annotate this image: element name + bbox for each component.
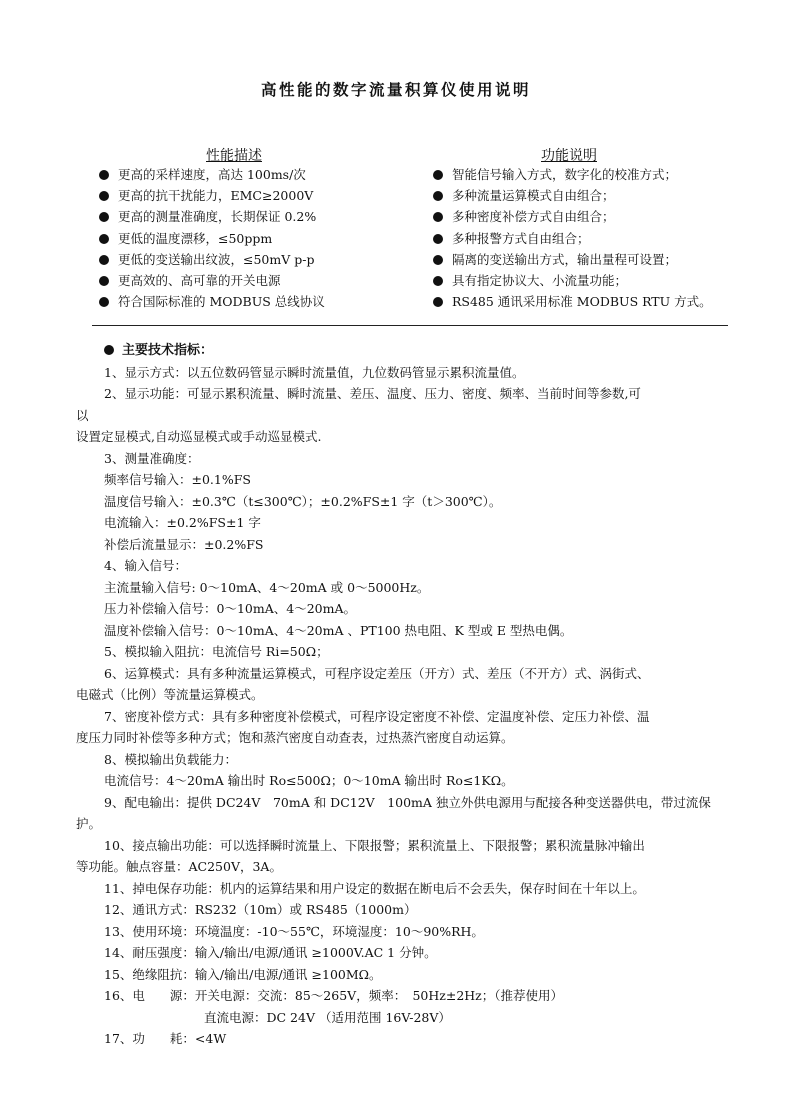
bullet-icon xyxy=(99,212,109,222)
item-text: 多种密度补偿方式自由组合； xyxy=(452,209,615,225)
spec-line: 电流输入：±0.2%FS±1 字 xyxy=(104,515,261,530)
list-item xyxy=(99,270,325,291)
bullet-icon xyxy=(433,297,443,307)
bullet-icon xyxy=(433,276,443,286)
list-item xyxy=(99,249,325,270)
spec-line: 度压力同时补偿等多种方式；饱和蒸汽密度自动查表，过热蒸汽密度自动运算。 xyxy=(76,730,514,745)
specs-heading xyxy=(76,340,726,362)
list-item xyxy=(433,185,712,206)
divider xyxy=(92,325,728,326)
list-item xyxy=(433,228,712,249)
spec-line: 12、通讯方式：RS232（10m）或 RS485（1000m） xyxy=(104,902,417,917)
spec-line: 17、功 耗：<4W xyxy=(104,1031,227,1046)
spec-line: 护。 xyxy=(76,816,102,831)
bullet-icon xyxy=(99,276,109,286)
spec-line: 主流量输入信号: 0～10mA、4～20mA 或 0～5000Hz。 xyxy=(104,579,430,595)
bullet-icon xyxy=(99,234,109,244)
item-text: 隔离的变送输出方式，输出量程可设置； xyxy=(452,251,678,267)
spec-line: 14、耐压强度：输入/输出/电源/通讯 ≥1000V.AC 1 分钟。 xyxy=(104,945,437,960)
bullet-icon xyxy=(433,191,443,201)
spec-line: 以 xyxy=(76,407,89,423)
item-text: 多种报警方式自由组合； xyxy=(452,230,590,246)
bullet-icon xyxy=(99,191,109,201)
spec-line: 2、显示功能：可显示累积流量、瞬时流量、差压、温度、压力、密度、频率、当前时间等参数,可 xyxy=(104,386,641,401)
spec-line: 13、使用环境：环境温度：-10～55℃，环境湿度：10～90%RH。 xyxy=(104,923,484,939)
bullet-icon xyxy=(433,255,443,265)
spec-line: 电流信号：4～20mA 输出时 Ro≤500Ω；0～10mA 输出时 Ro≤1KΩ。 xyxy=(104,773,514,788)
spec-line: 温度信号输入：±0.3℃（t≤300℃）；±0.2%FS±1 字（t＞300℃）。 xyxy=(104,493,502,509)
spec-line: 7、密度补偿方式：具有多种密度补偿模式，可程序设定密度不补偿、定温度补偿、定压力补偿、温 xyxy=(104,708,650,724)
bullet-icon xyxy=(104,345,114,355)
spec-line: 11、掉电保存功能：机内的运算结果和用户设定的数据在断电后不会丢失，保存时间在十年以上。 xyxy=(104,880,645,896)
item-text: 更高效的、高可靠的开关电源 xyxy=(118,273,281,289)
list-item xyxy=(433,164,712,185)
document-title: 高性能的数字流量积算仪使用说明 xyxy=(260,81,531,99)
list-item xyxy=(99,185,325,206)
spec-line: 设置定显模式,自动巡显模式或手动巡显模式. xyxy=(76,429,322,444)
spec-line: 补偿后流量显示：±0.2%FS xyxy=(104,536,264,552)
spec-line: 温度补偿输入信号：0～10mA、4～20mA 、PT100 热电阻、K 型或 E 型热电偶。 xyxy=(104,622,573,638)
item-text: 更高的采样速度，高达 100ms/次 xyxy=(118,167,306,182)
performance-list xyxy=(99,164,325,312)
spec-line: 5、模拟输入阻抗：电流信号 Ri=50Ω； xyxy=(104,644,329,659)
spec-line: 3、测量准确度： xyxy=(104,450,200,466)
list-item xyxy=(99,291,325,312)
spec-line: 15、绝缘阻抗：输入/输出/电源/通讯 ≥100MΩ。 xyxy=(104,966,382,982)
bullet-icon xyxy=(433,212,443,222)
spec-line: 16、电 源：开关电源：交流：85～265V，频率： 50Hz±2Hz；（推荐使用） xyxy=(104,988,564,1003)
bullet-icon xyxy=(99,170,109,180)
spec-line: 9、配电输出：提供 DC24V 70mA 和 DC12V 100mA 独立外供电源用与配接各种变送器供电，带过流保 xyxy=(104,794,711,810)
spec-line: 8、模拟输出负载能力： xyxy=(104,751,237,767)
spec-line: 电磁式（比例）等流量运算模式。 xyxy=(76,687,264,702)
spec-line: 直流电源：DC 24V （适用范围 16V-28V） xyxy=(204,1009,451,1025)
item-text: 更高的测量准确度，长期保证 0.2% xyxy=(118,209,317,225)
specs-heading-text: 主要技术指标： xyxy=(122,343,214,358)
bullet-icon xyxy=(433,234,443,244)
function-list xyxy=(433,164,712,312)
specs-section xyxy=(76,340,726,1050)
list-item xyxy=(99,228,325,249)
spec-line: 1、显示方式：以五位数码管显示瞬时流量值，九位数码管显示累积流量值。 xyxy=(104,364,525,380)
performance-heading: 性能描述 xyxy=(206,148,262,164)
spec-line: 10、接点输出功能：可以选择瞬时流量上、下限报警；累积流量上、下限报警；累积流量脉冲输出 xyxy=(104,837,645,853)
list-item xyxy=(433,270,712,291)
list-item xyxy=(433,206,712,227)
spec-line: 压力补偿输入信号：0～10mA、4～20mA。 xyxy=(104,601,356,616)
item-text: 更高的抗干扰能力，EMC≥2000V xyxy=(118,188,314,204)
function-heading: 功能说明 xyxy=(541,148,597,164)
item-text: 更低的变送输出纹波，≤50mV p-p xyxy=(118,251,315,267)
spec-line: 频率信号输入：±0.1%FS xyxy=(104,472,251,487)
spec-line: 4、输入信号： xyxy=(104,558,187,573)
item-text: 智能信号输入方式，数字化的校准方式； xyxy=(452,167,678,182)
item-text: 多种流量运算模式自由组合； xyxy=(452,188,615,204)
list-item xyxy=(99,206,325,227)
list-item xyxy=(433,291,712,312)
item-text: 具有指定协议大、小流量功能； xyxy=(452,273,628,289)
item-text: 符合国际标准的 MODBUS 总线协议 xyxy=(118,294,325,310)
list-item xyxy=(433,249,712,270)
bullet-icon xyxy=(99,297,109,307)
bullet-icon xyxy=(433,170,443,180)
spec-line: 等功能。触点容量：AC250V，3A。 xyxy=(76,859,282,874)
item-text: RS485 通讯采用标准 MODBUS RTU 方式。 xyxy=(452,294,712,310)
spec-line: 6、运算模式：具有多种流量运算模式，可程序设定差压（开方）式、差压（不开方）式、涡街式、 xyxy=(104,665,650,681)
bullet-icon xyxy=(99,255,109,265)
item-text: 更低的温度漂移，≤50ppm xyxy=(118,230,273,246)
list-item xyxy=(99,164,325,185)
